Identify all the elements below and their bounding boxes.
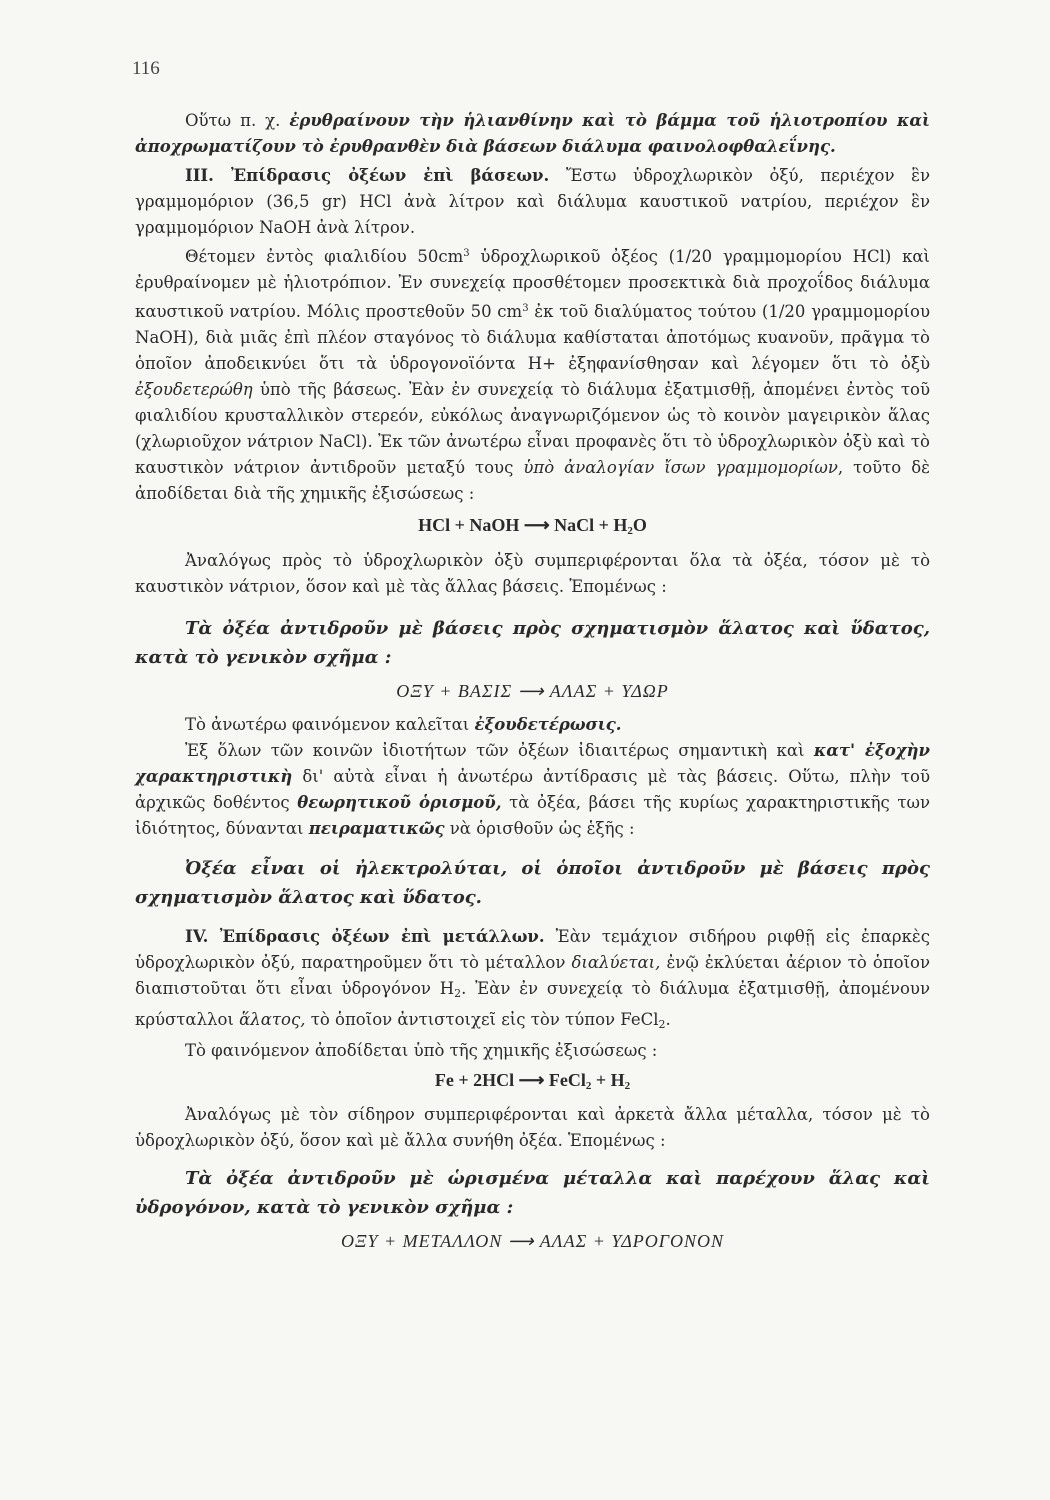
rule-acids-bases: Τὰ ὀξέα ἀντιδροῦν μὲ βάσεις πρὸς σχηματισμὸν ἅλατος καὶ ὕδατος, κατὰ τὸ γενικὸν σχῆμα : bbox=[135, 618, 930, 668]
section-heading-iii: III. Ἐπίδρασις ὀξέων ἐπὶ βάσεων. bbox=[185, 166, 550, 185]
definition-acids: Ὀξέα εἶναι οἱ ἠλεκτρολύται, οἱ ὁποῖοι ἀντιδροῦν μὲ βάσεις πρὸς σχηματισμὸν ἅλατος καὶ ὕδατος. bbox=[135, 858, 930, 908]
rule-acids-metals: Τὰ ὀξέα ἀντιδροῦν μὲ ὡρισμένα μέταλλα καὶ παρέχουν ἅλας καὶ ὑδρογόνον, κατὰ τὸ γενικὸν σχῆμα : bbox=[135, 1168, 930, 1218]
scheme-acid-metal: ΟΞΥ + ΜΕΤΑΛΛΟΝ ⟶ ΑΛΑΣ + ΥΔΡΟΓΟΝΟΝ bbox=[340, 1231, 725, 1251]
paragraph-analogy-bases: Ἀναλόγως πρὸς τὸ ὑδροχλωρικὸν ὀξὺ συμπεριφέρονται ὅλα τὰ ὀξέα, τόσον μὲ τὸ καυστικὸν νάτριον, ὅσον καὶ μὲ τὰς ἄλλας βάσεις. Ἑπομένως : bbox=[135, 551, 930, 596]
paragraph-analogy-metals: Ἀναλόγως μὲ τὸν σίδηρον συμπεριφέρονται καὶ ἀρκετὰ ἄλλα μέταλλα, τόσον μὲ τὸ ὑδροχλωρικὸν ὀξύ, ὅσον καὶ μὲ ἄλλα συνήθη ὀξέα. Ἑπομένως : bbox=[135, 1105, 930, 1150]
paragraph-experiment: Θέτομεν ἐντὸς φιαλιδίου $50cm^3$ ὑδροχλωρικοῦ ὀξέος (1/20 γραμμομορίου HCl) καὶ ἐρυθραίνομεν μὲ ἡλιοτρόπιον. Ἐν συνεχείᾳ προσθέτομεν προσεκτικὰ διὰ προχοΐδος διάλυμα καυστικοῦ νατρίου. Μόλις προστεθοῦν 50 $cm^3$ ἐκ τοῦ διαλύματος τούτου (1/20 γραμμομορίου NaOH), διὰ μιᾶς ἐπὶ πλέον σταγόνος τὸ διάλυμα καθίσταται ἀποτόμως κυανοῦν, πρᾶγμα τὸ ὁποῖον ἀποδεικνύει ὅτι τὰ ὑδρογονοϊόντα H+ ἐξηφανίσθησαν καὶ λέγομεν ὅτι τὸ ὀξὺ ἐξουδετερώθη ὑπὸ τῆς βάσεως. Ἐὰν ἐν συνεχείᾳ τὸ διάλυμα ἐξατμισθῇ, ἀπομένει ἐντὸς τοῦ φιαλιδίου κρυσταλλικὸν στερεόν, εὐκόλως ἀναγνωριζόμενον ὡς τὸ κοινὸν μαγειρικὸν ἅλας (χλωριοῦχον νάτριον NaCl). Ἐκ τῶν ἀνωτέρω εἶναι προφανὲς ὅτι τὸ ὑδροχλωρικὸν ὀξὺ καὶ τὸ καυστικὸν νάτριον ἀντιδροῦν μεταξύ τους ὑπὸ ἀναλογίαν ἴσων γραμμομορίων, τοῦτο δὲ ἀποδίδεται διὰ τῆς χημικῆς ἐξισώσεως : bbox=[135, 247, 931, 503]
equation-fe-hcl: Fe + 2HCl ⟶ FeCl$_2$ + $H_2$ bbox=[434, 1070, 631, 1092]
equation-hcl-naoh: HCl + NaOH ⟶ NaCl + $H_2O$ bbox=[418, 515, 647, 537]
term-equal-moles: ὑπὸ ἀναλογίαν ἴσων γραμμομορίων bbox=[523, 458, 838, 477]
paragraph-equation-intro: Τὸ φαινόμενον ἀποδίδεται ὑπὸ τῆς χημικῆς ἐξισώσεως : bbox=[185, 1041, 658, 1060]
page-number: 116 bbox=[132, 58, 160, 79]
emphasis-indicator-colors: ἐρυθραίνουν τὴν ἡλιανθίνην καὶ τὸ βάμμα τοῦ ἡλιοτροπίου καὶ ἀποχρωματίζουν τὸ ἐρυθρανθὲν διὰ βάσεων διάλυμα φαινολοφθαλεΐνης. bbox=[135, 111, 931, 156]
text-body bbox=[135, 108, 930, 1254]
paragraph-section-iii: III. Ἐπίδρασις ὀξέων ἐπὶ βάσεων. Ἔστω ὑδροχλωρικὸν ὀξύ, περιέχον ἓν γραμμομόριον (36,5 gr) HCl ἀνὰ λίτρον καὶ διάλυμα καυστικοῦ νατρίου, περιέχον ἓν γραμμομόριον NaOH ἀνὰ λίτρον. bbox=[135, 166, 930, 237]
scheme-acid-base: ΟΞΥ + ΒΑΣΙΣ ⟶ ΑΛΑΣ + ΥΔΩΡ bbox=[396, 681, 669, 701]
paragraph-section-iv: IV. Ἐπίδρασις ὀξέων ἐπὶ μετάλλων. Ἐὰν τεμάχιον σιδήρου ριφθῇ εἰς ἐπαρκὲς ὑδροχλωρικὸν ὀξύ, παρατηροῦμεν ὅτι τὸ μέταλλον διαλύεται, ἐνῷ ἐκλύεται ἀέριον τὸ ὁποῖον διαπιστοῦται ὅτι εἶναι ὑδρογόνον $H_2$. Ἐὰν ἐν συνεχείᾳ τὸ διάλυμα ἐξατμισθῇ, ἀπομένουν κρύσταλλοι ἅλατος, τὸ ὁποῖον ἀντιστοιχεῖ εἰς τὸν τύπον FeCl$_2$. bbox=[135, 927, 931, 1031]
section-heading-iv: IV. Ἐπίδρασις ὀξέων ἐπὶ μετάλλων. bbox=[185, 927, 545, 946]
paragraph-intro: Οὕτω π. χ. ἐρυθραίνουν τὴν ἡλιανθίνην καὶ τὸ βάμμα τοῦ ἡλιοτροπίου καὶ ἀποχρωματίζουν τὸ ἐρυθρανθὲν διὰ βάσεων διάλυμα φαινολοφθαλεΐνης. bbox=[135, 111, 931, 156]
term-neutralized: ἐξουδετερώθη bbox=[135, 380, 253, 399]
term-neutralization: ἐξουδετέρωσις. bbox=[474, 715, 622, 734]
paragraph-neutralization: Τὸ ἀνωτέρω φαινόμενον καλεῖται ἐξουδετέρωσις. bbox=[185, 715, 622, 734]
paragraph-experimental-definition: Ἐξ ὅλων τῶν κοινῶν ἰδιοτήτων τῶν ὀξέων ἰδιαιτέρως σημαντικὴ καὶ κατ' ἐξοχὴν χαρακτηριστικὴ δι' αὐτὰ εἶναι ἡ ἀνωτέρω ἀντίδρασις μὲ τὰς βάσεις. Οὕτω, πλὴν τοῦ ἀρχικῶς δοθέντος θεωρητικοῦ ὁρισμοῦ, τὰ ὀξέα, βάσει τῆς κυρίως χαρακτηριστικῆς των ἰδιότητος, δύνανται πειραματικῶς νὰ ὁρισθοῦν ὡς ἑξῆς : bbox=[135, 741, 931, 838]
